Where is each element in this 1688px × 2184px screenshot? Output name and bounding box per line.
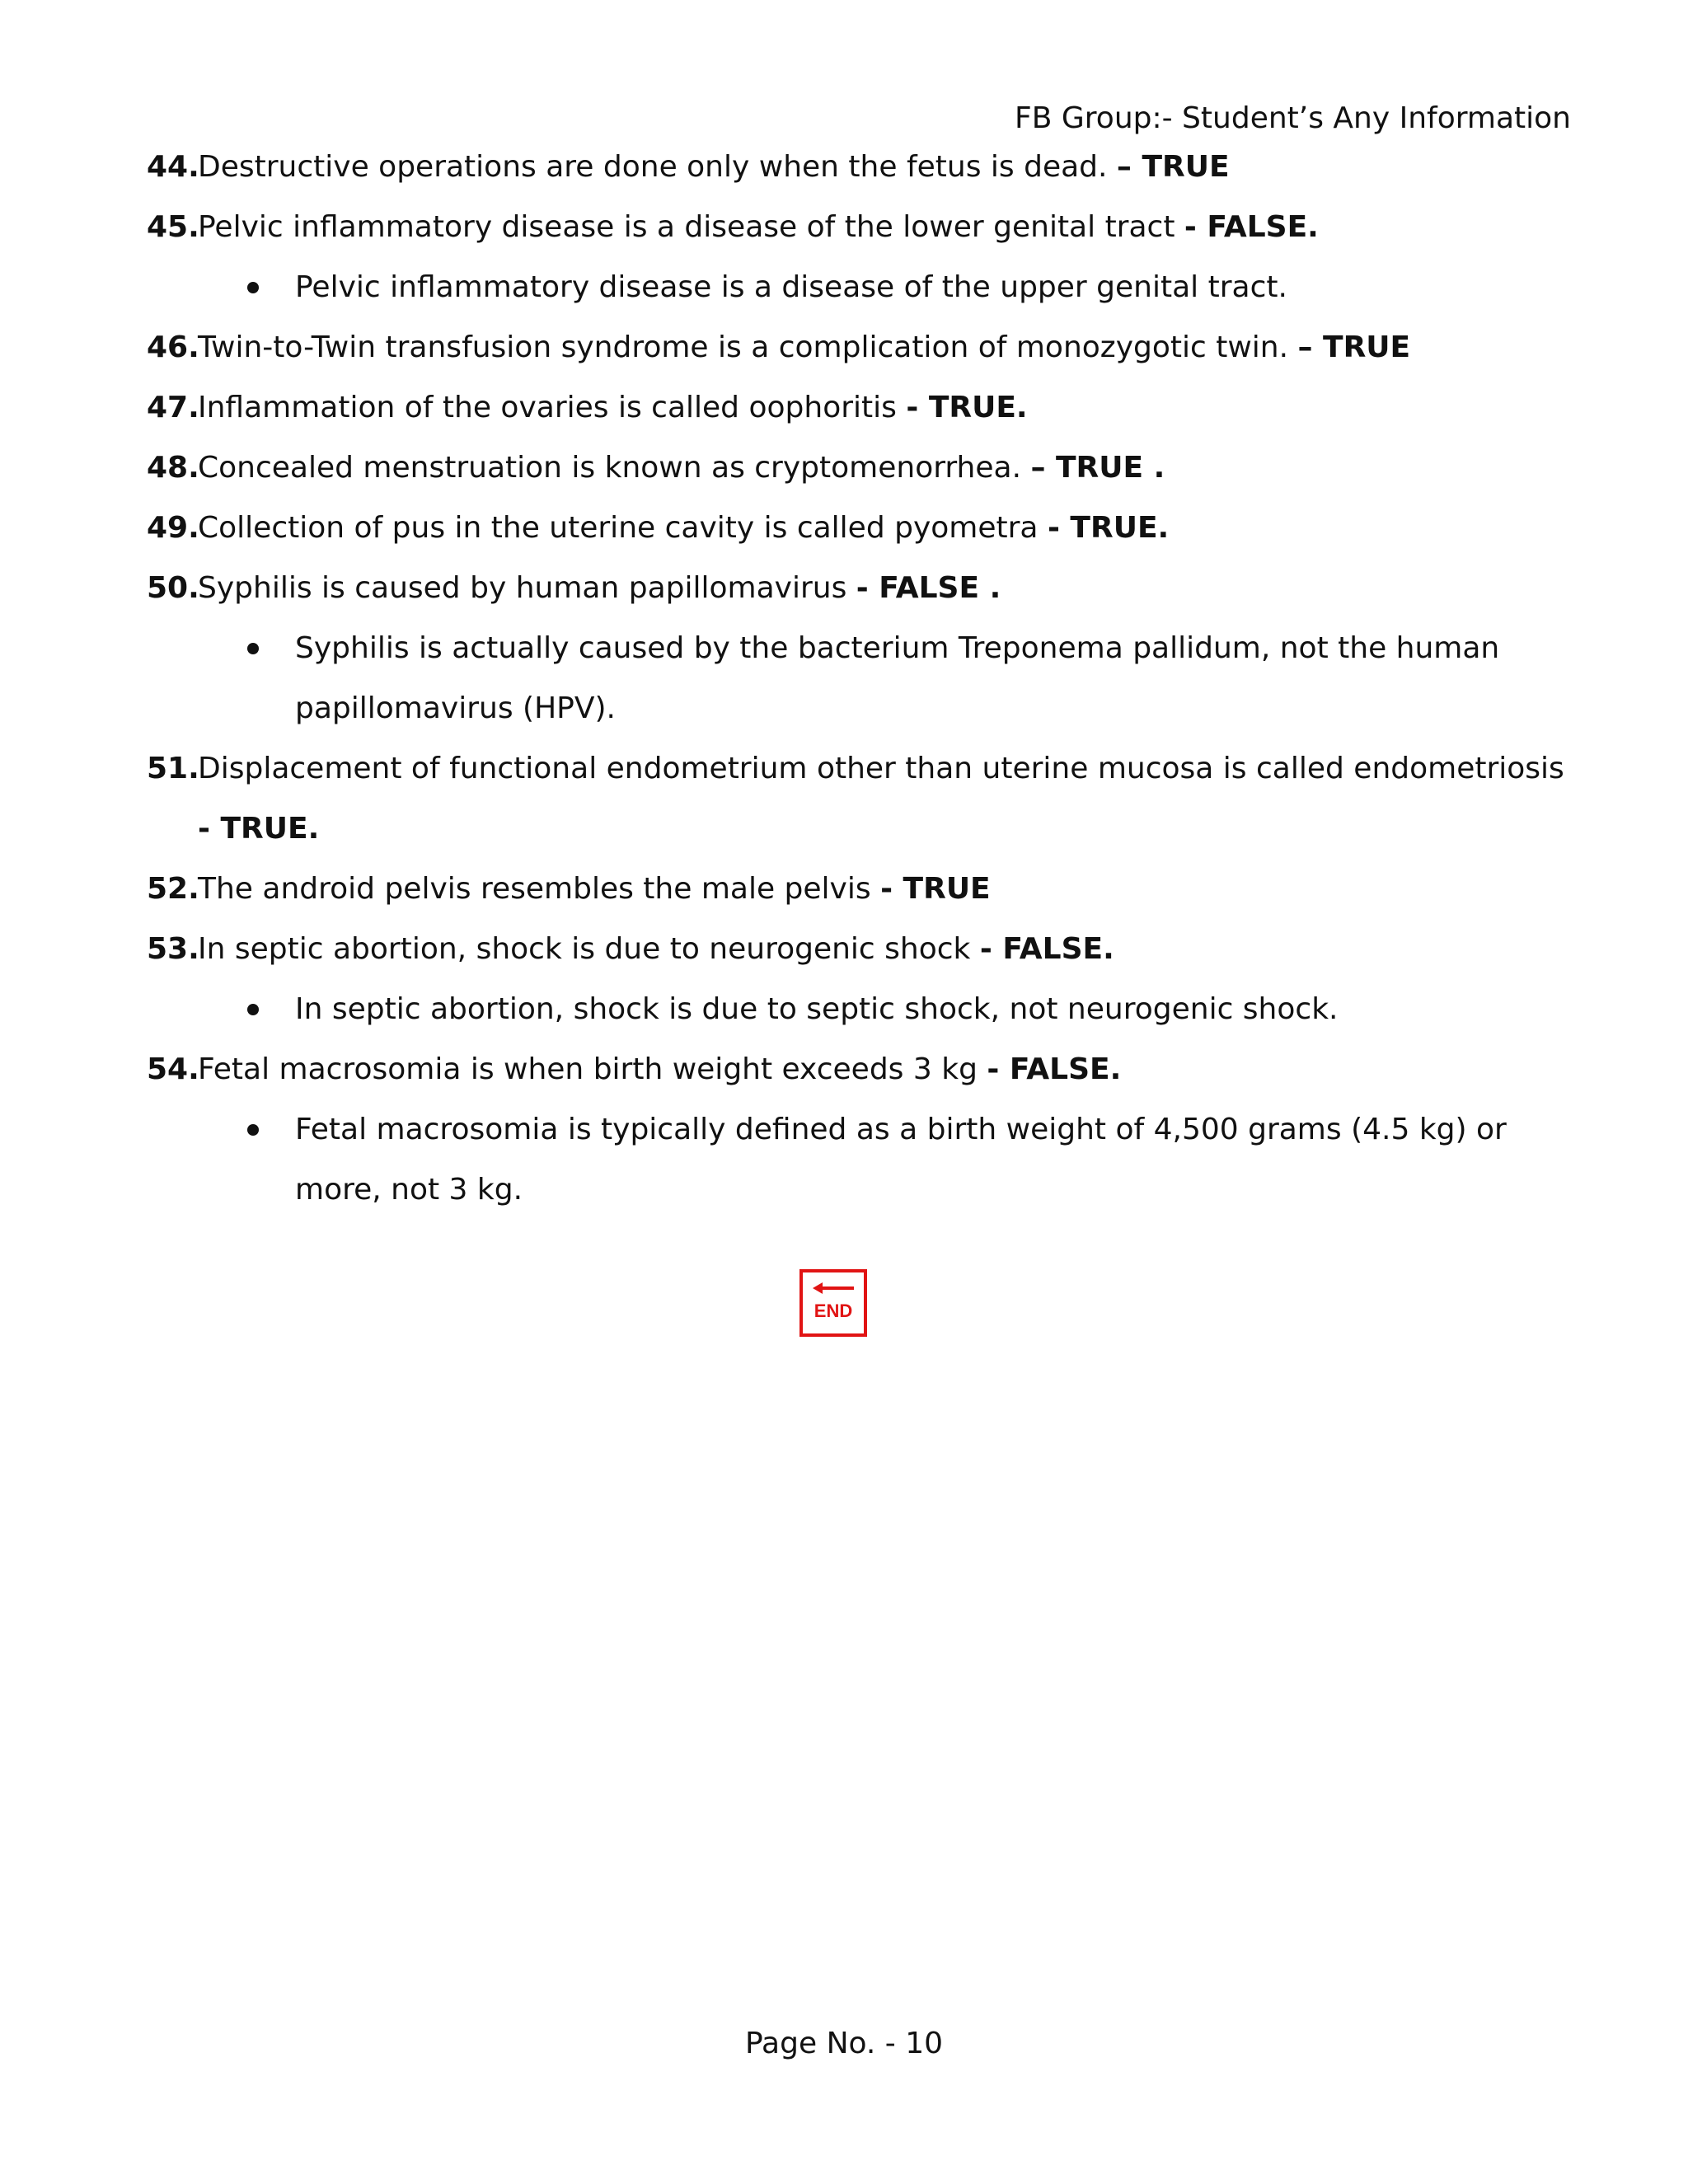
list-item xyxy=(147,738,1564,859)
item-number: 50. xyxy=(147,571,199,605)
item-number: 47. xyxy=(147,391,199,424)
list-item xyxy=(147,498,1564,558)
item-text: Collection of pus in the uterine cavity is called pyometra xyxy=(198,511,1048,545)
back-arrow-icon xyxy=(813,1282,854,1294)
item-answer: - TRUE. xyxy=(906,391,1028,424)
bullet-note xyxy=(295,257,1564,317)
bullet-icon xyxy=(247,643,259,654)
item-text: In septic abortion, shock is due to neurogenic shock xyxy=(198,932,980,966)
item-number: 44. xyxy=(147,150,199,184)
item-number: 49. xyxy=(147,511,199,545)
item-text: Displacement of functional endometrium other than uterine mucosa is called endometriosis xyxy=(198,752,1564,785)
item-text: The android pelvis resembles the male pelvis xyxy=(198,872,881,906)
list-item xyxy=(147,859,1564,919)
bullet-text: Pelvic inflammatory disease is a disease of the upper genital tract. xyxy=(295,270,1287,304)
question-list xyxy=(147,137,1564,1220)
item-number: 54. xyxy=(147,1052,199,1086)
list-item xyxy=(147,317,1564,377)
item-text: Concealed menstruation is known as cryptomenorrhea. xyxy=(198,451,1031,485)
item-answer: - TRUE. xyxy=(1047,511,1170,545)
item-answer: - TRUE. xyxy=(198,812,320,846)
bullet-note xyxy=(295,979,1564,1039)
bullet-note xyxy=(295,618,1564,738)
item-answer: - FALSE. xyxy=(979,932,1114,966)
item-text: Inflammation of the ovaries is called oophoritis xyxy=(198,391,907,424)
list-item xyxy=(147,919,1564,979)
page-number: Page No. - 10 xyxy=(744,2027,944,2060)
item-number: 53. xyxy=(147,932,199,966)
list-item xyxy=(147,1039,1564,1099)
item-text: Syphilis is caused by human papillomavirus xyxy=(198,571,856,605)
item-text: Destructive operations are done only when the fetus is dead. xyxy=(198,150,1117,184)
item-number: 45. xyxy=(147,210,199,244)
list-item xyxy=(147,137,1564,197)
end-icon xyxy=(799,1269,867,1337)
item-text: Fetal macrosomia is when birth weight exceeds 3 kg xyxy=(198,1052,987,1086)
bullet-icon xyxy=(247,1124,259,1136)
item-number: 52. xyxy=(147,872,199,906)
item-answer: - FALSE. xyxy=(1184,210,1319,244)
item-answer: – TRUE xyxy=(1116,150,1230,184)
bullet-icon xyxy=(247,1004,259,1015)
item-answer: - FALSE. xyxy=(987,1052,1122,1086)
bullet-text: In septic abortion, shock is due to septic shock, not neurogenic shock. xyxy=(295,992,1339,1026)
end-label: END xyxy=(814,1301,853,1321)
bullet-text: Syphilis is actually caused by the bacterium Treponema pallidum, not the human papillomavirus (HPV). xyxy=(295,631,1500,725)
list-item xyxy=(147,377,1564,438)
list-item xyxy=(147,197,1564,257)
page-header: FB Group:- Student’s Any Information xyxy=(1015,101,1571,135)
bullet-text: Fetal macrosomia is typically defined as a birth weight of 4,500 grams (4.5 kg) or more, not 3 kg. xyxy=(295,1113,1507,1207)
list-item xyxy=(147,558,1564,618)
list-item xyxy=(147,438,1564,498)
bullet-note xyxy=(295,1099,1564,1220)
item-text: Twin-to-Twin transfusion syndrome is a complication of monozygotic twin. xyxy=(198,330,1298,364)
item-number: 51. xyxy=(147,752,199,785)
item-number: 48. xyxy=(147,451,199,485)
item-number: 46. xyxy=(147,330,199,364)
item-answer: - TRUE xyxy=(880,872,991,906)
item-answer: - FALSE . xyxy=(856,571,1001,605)
item-text: Pelvic inflammatory disease is a disease of the lower genital tract xyxy=(198,210,1184,244)
bullet-icon xyxy=(247,282,259,293)
item-answer: – TRUE . xyxy=(1030,451,1165,485)
item-answer: – TRUE xyxy=(1297,330,1411,364)
